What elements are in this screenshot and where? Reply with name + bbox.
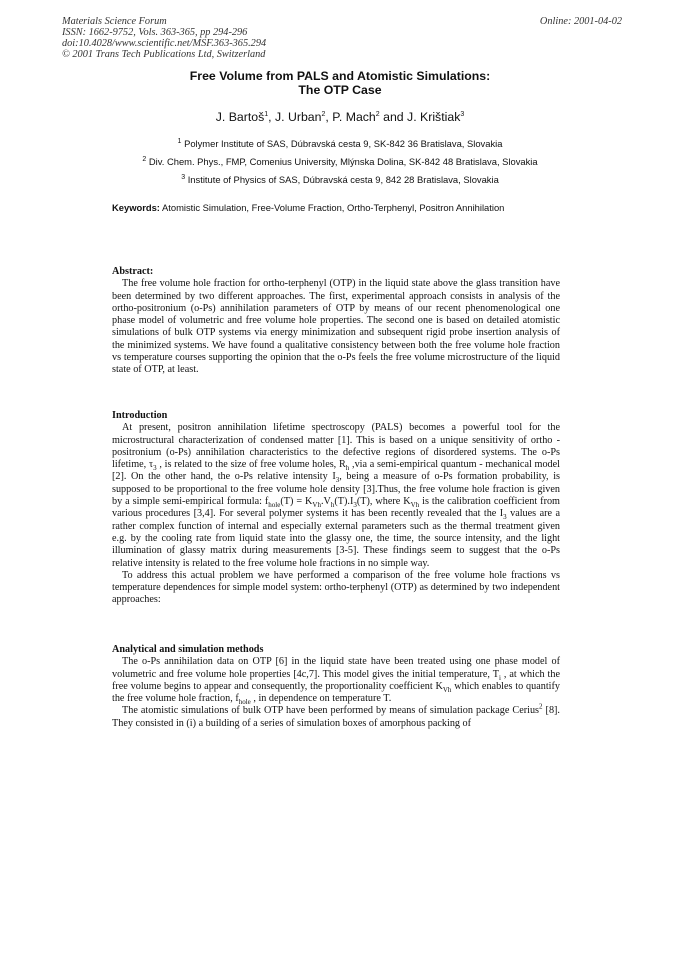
affiliation-mark: 1 bbox=[177, 137, 182, 145]
affiliation-mark: 3 bbox=[181, 173, 186, 181]
keywords-text: Atomistic Simulation, Free-Volume Fraction, Ortho-Terphenyl, Positron Annihilation bbox=[162, 202, 505, 213]
author-name: J. Krištiak bbox=[407, 110, 461, 124]
introduction-paragraph-1: At present, positron annihilation lifetime spectroscopy (PALS) becomes a powerful tool for the microstructural characterization of condensed matter [1]. This is based on a unique sensitivity of ortho -positronium (o-Ps) annihilation characteristics to the defective regions of disordered systems. The o-Ps lifetime, $\tau_3$ , is related to the size of free volume holes, $R_h$ ,via a semi-empirical quantum - mechanical model [2]. On the other hand, the o-Ps relative intensity $I_3$, being a measure of o-Ps formation probability, is supposed to be proportional to the free volume hole density [3].Thus, the free volume hole fraction is given by a simple semi-empirical formula: $f_{hole}(T) = K_{Vh}.V_h(T).I_3(T)$, where $K_{Vh}$ is the calibration coefficient from various procedures [3,4]. For several polymer systems it has been recently revealed that the $I_3$ values are a rather complex function of internal and especially external parameters such as the thermal treatment given e.g. by the cooling rate from liquid state into the glassy one, the time, the source intensity, and the light illumination of glassy matrix during measurements [3-5]. These findings seem to suggest that the o-Ps relative intensity is related to the free volume hole fractions in no simple way. bbox=[112, 422, 560, 569]
introduction-heading: Introduction bbox=[112, 410, 168, 421]
abstract-section bbox=[112, 266, 560, 377]
title-line-1: Free Volume from PALS and Atomistic Simulations: bbox=[189, 69, 491, 83]
journal-name: Materials Science Forum bbox=[62, 16, 167, 27]
doi-line[interactable]: doi:10.4028/www.scientific.net/MSF.363-365.294 bbox=[62, 38, 267, 49]
author-name: J. Bartoš bbox=[215, 110, 265, 124]
introduction-paragraph-2: To address this actual problem we have performed a comparison of the free volume hole fractions vs temperature dependences for simple model system: ortho-terphenyl (OTP) as determined by two independent approaches: bbox=[112, 569, 560, 606]
copyright-line: © 2001 Trans Tech Publications Ltd, Switzerland bbox=[62, 49, 266, 60]
author-affiliation-mark: 3 bbox=[460, 110, 465, 118]
methods-heading: Analytical and simulation methods bbox=[112, 644, 264, 655]
methods-paragraph-2: The atomistic simulations of bulk OTP have been performed by means of simulation package Cerius$^2$ [8]. They consisted in (i) a building of a series of simulation boxes of amorphous packing of bbox=[112, 703, 560, 729]
author-separator: , bbox=[325, 110, 333, 124]
author-list bbox=[90, 110, 590, 124]
author-and: and bbox=[379, 110, 408, 124]
author-affiliation-mark: 1 bbox=[264, 110, 269, 118]
affiliation-text: Div. Chem. Phys., FMP, Comenius University, Mlýnska Dolina, SK-842 48 Bratislava, Slovakia bbox=[148, 156, 538, 167]
author-affiliation-mark: 2 bbox=[375, 110, 380, 118]
affiliation-item bbox=[90, 135, 590, 153]
methods-section bbox=[112, 644, 560, 730]
affiliation-text: Polymer Institute of SAS, Dúbravská cesta 9, SK-842 36 Bratislava, Slovakia bbox=[184, 138, 503, 149]
affiliation-text: Institute of Physics of SAS, Dúbravská cesta 9, 842 28 Bratislava, Slovakia bbox=[187, 174, 499, 185]
affiliation-item bbox=[90, 171, 590, 189]
abstract-text: The free volume hole fraction for ortho-terphenyl (OTP) in the liquid state above the glass transition have been determined by two different approaches. The first, experimental approach consists in analysis of the ortho-positronium (o-Ps) annihilation parameters of OTP by means of our recent phenomenological one phase model of volumetric and free volume hole properties. The second one is based on detailed atomistic simulations of bulk OTP systems via energy minimization and subsequent rigid probe insertion analysis of the minimized systems. We have found a qualitative consistency between both the free volume hole fraction vs temperature courses supporting the opinion that the o-Ps feels the free volume microstructure of the liquid state of OTP, at least. bbox=[112, 278, 560, 376]
author-name: P. Mach bbox=[332, 110, 376, 124]
journal-header bbox=[62, 16, 622, 60]
author-name: J. Urban bbox=[275, 110, 322, 124]
title-line-2: The OTP Case bbox=[298, 83, 382, 97]
affiliation-item bbox=[90, 153, 590, 171]
keywords-label: Keywords: bbox=[112, 202, 160, 213]
keywords bbox=[112, 202, 572, 213]
abstract-heading: Abstract: bbox=[112, 266, 154, 277]
online-date: Online: 2001-04-02 bbox=[539, 16, 622, 27]
affiliation-list bbox=[90, 135, 590, 189]
methods-paragraph-1: The o-Ps annihilation data on OTP [6] in the liquid state have been treated using one phase model of volumetric and free volume hole properties [4c,7]. This model gives the initial temperature, $T_i$ , at which the free volume begins to appear and consequently, the proportionality coefficient $K_{Vh}$ which enables to quantify the free volume hole fraction, $f_{hole}$ , in dependence on temperature T. bbox=[112, 656, 560, 707]
issn-line: ISSN: 1662-9752, Vols. 363-365, pp 294-296 bbox=[62, 27, 248, 38]
introduction-section bbox=[112, 410, 560, 607]
author-separator: , bbox=[268, 110, 276, 124]
paper-title bbox=[90, 69, 590, 97]
affiliation-mark: 2 bbox=[142, 155, 147, 163]
author-affiliation-mark: 2 bbox=[321, 110, 326, 118]
